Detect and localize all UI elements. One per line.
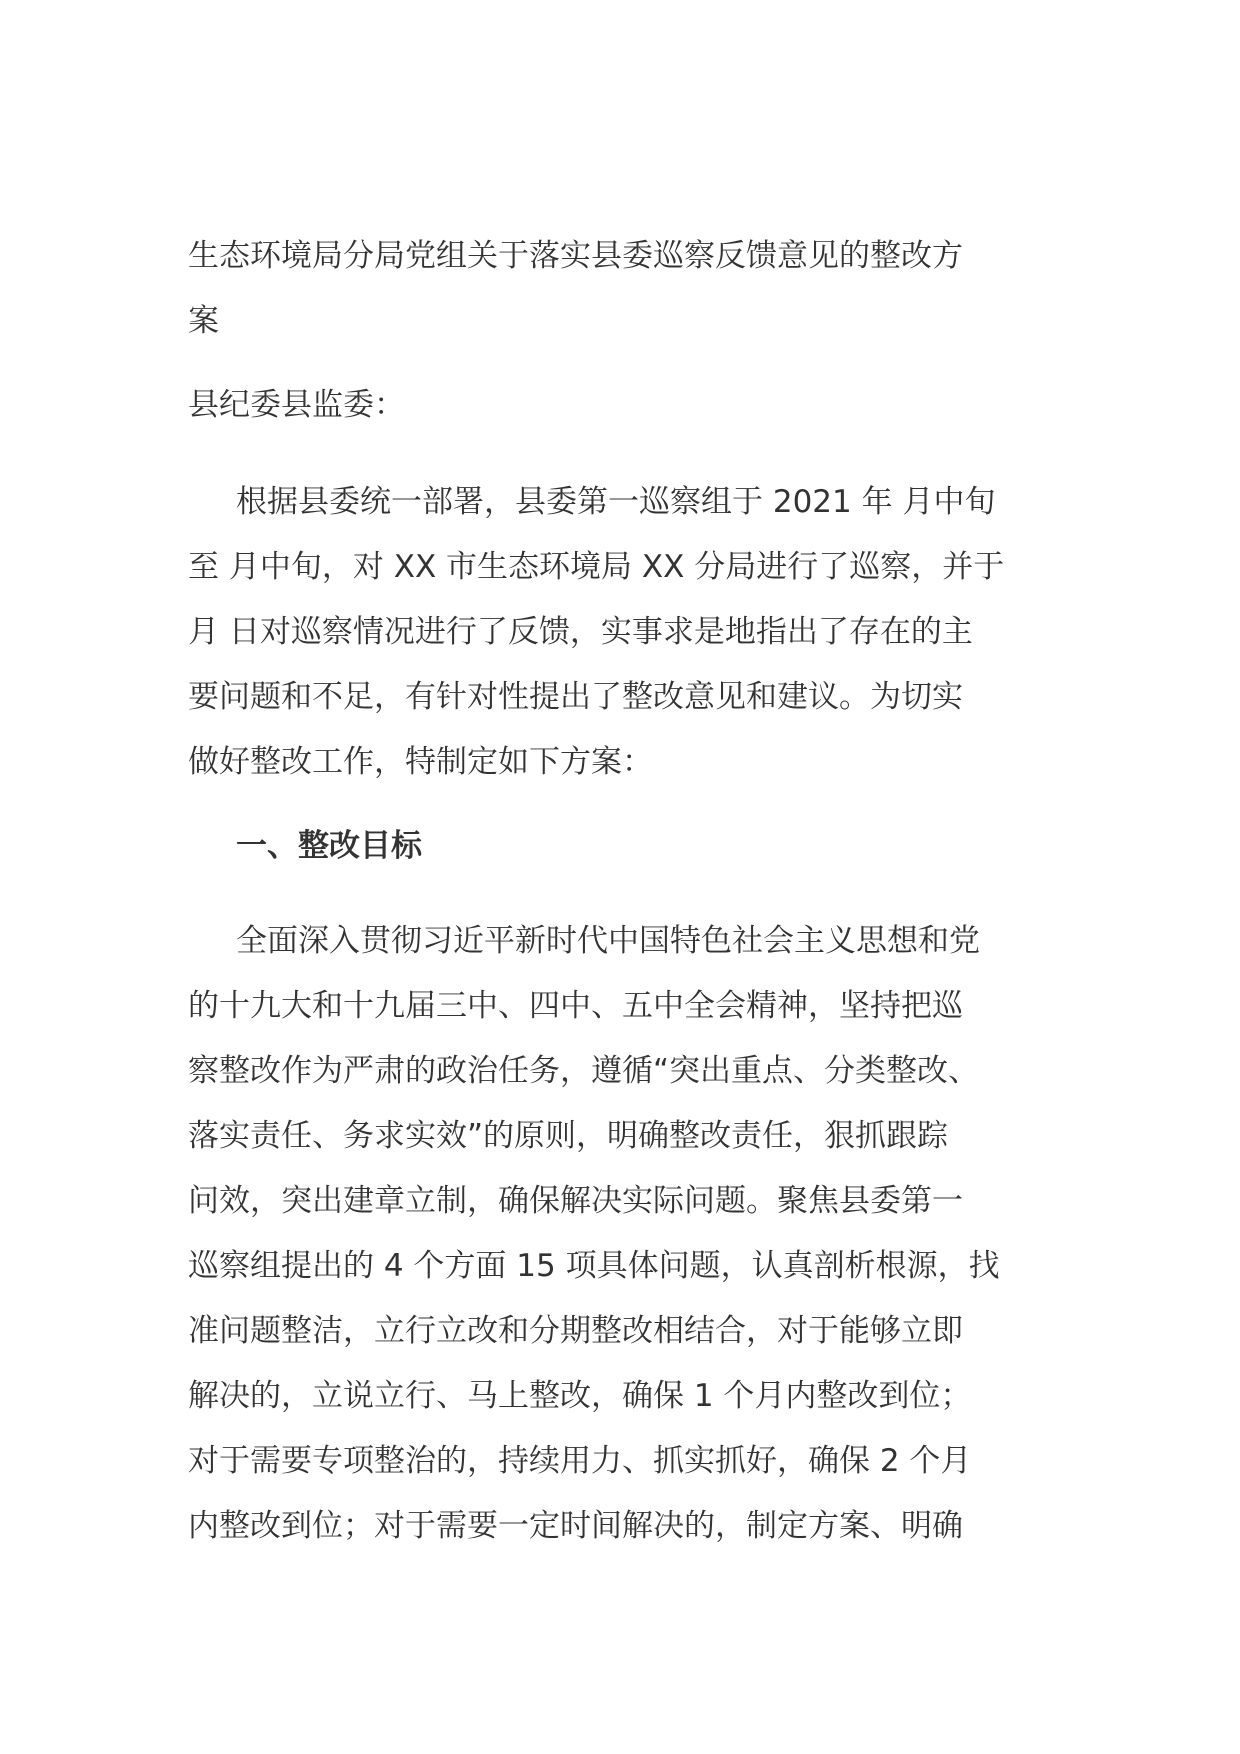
paragraph-line: 要问题和不足，有针对性提出了整改意见和建议。为切实 bbox=[188, 679, 963, 715]
paragraph-line: 对于需要专项整治的，持续用力、抓实抓好，确保 2 个月 bbox=[188, 1443, 972, 1479]
title-line: 生态环境局分局党组关于落实县委巡察反馈意见的整改方 bbox=[188, 238, 963, 274]
paragraph-line: 全面深入贯彻习近平新时代中国特色社会主义思想和党 bbox=[236, 923, 980, 959]
section-heading-text: 一、整改目标 bbox=[236, 828, 422, 864]
paragraph-line: 内整改到位；对于需要一定时间解决的，制定方案、明确 bbox=[188, 1508, 963, 1544]
paragraph-line: 的十九大和十九届三中、四中、五中全会精神，坚持把巡 bbox=[188, 988, 963, 1024]
document-title bbox=[188, 224, 1088, 354]
paragraph-line: 问效，突出建章立制，确保解决实际问题。聚焦县委第一 bbox=[188, 1183, 963, 1219]
paragraph-line: 落实责任、务求实效”的原则，明确整改责任，狠抓跟踪 bbox=[188, 1118, 949, 1154]
salutation bbox=[188, 385, 1088, 425]
paragraph-line: 至 月中旬，对 XX 市生态环境局 XX 分局进行了巡察，并于 bbox=[188, 549, 1005, 585]
title-line: 案 bbox=[188, 303, 219, 339]
section-heading bbox=[236, 820, 1136, 872]
paragraph-line: 解决的，立说立行、马上整改，确保 1 个月内整改到位； bbox=[188, 1378, 972, 1414]
paragraph-line: 做好整改工作，特制定如下方案： bbox=[188, 744, 653, 780]
paragraph-line: 准问题整洁，立行立改和分期整改相结合，对于能够立即 bbox=[188, 1313, 963, 1349]
paragraph-line: 察整改作为严肃的政治任务，遵循“突出重点、分类整改、 bbox=[188, 1053, 980, 1089]
paragraph-goals bbox=[188, 909, 1088, 1559]
paragraph-line: 根据县委统一部署，县委第一巡察组于 2021 年 月中旬 bbox=[236, 484, 996, 520]
paragraph-line: 巡察组提出的 4 个方面 15 项具体问题，认真剖析根源，找 bbox=[188, 1248, 1000, 1284]
paragraph-intro bbox=[188, 470, 1088, 795]
paragraph-line: 月 日对巡察情况进行了反馈，实事求是地指出了存在的主 bbox=[188, 614, 973, 650]
salutation-text: 县纪委县监委： bbox=[188, 387, 405, 423]
